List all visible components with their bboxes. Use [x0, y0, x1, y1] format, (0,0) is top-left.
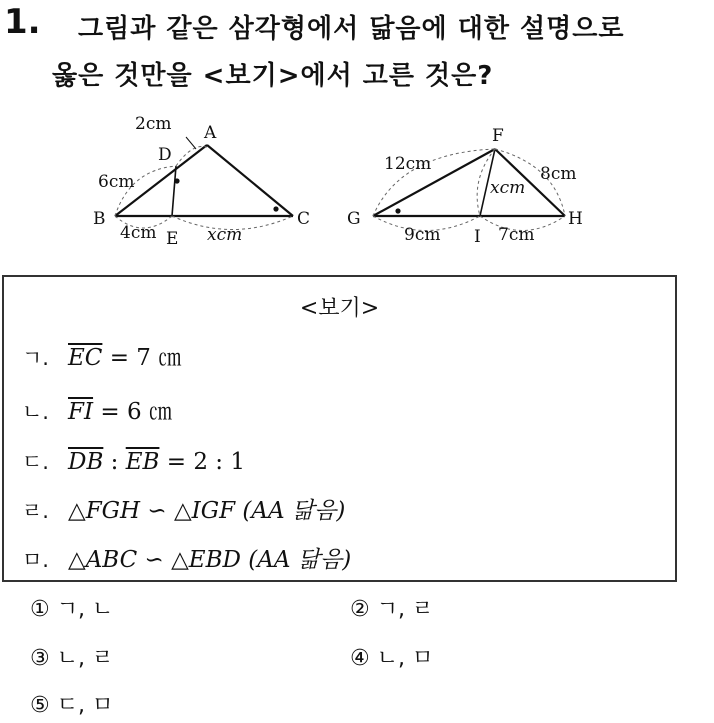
segment-eb: $\overline{EB}$	[125, 449, 160, 475]
measure-ec: xcm	[207, 225, 243, 245]
bogi-title: <보기>	[299, 296, 380, 321]
measure-fg: 12cm	[384, 154, 432, 174]
question-number: 1.	[4, 2, 41, 42]
question-text-line-1: 그림과 같은 삼각형에서 닮음에 대한 설명으로	[78, 14, 625, 44]
segment-db: $\overline{DB}$	[68, 449, 104, 475]
choice-5[interactable]: ⑤ ㄷ, ㅁ	[30, 693, 114, 718]
question-text-line-2: 옳은 것만을 <보기>에서 고른 것은?	[52, 61, 494, 91]
bogi-item-4	[22, 492, 345, 525]
segment-fi: $\overline{FI}$	[68, 399, 94, 425]
item-marker: ㅁ.	[22, 548, 49, 572]
item-text: △ABC ∽ △EBD (AA 닮음)	[68, 547, 352, 573]
measure-ad: 2cm	[135, 114, 172, 134]
left-triangle-figure	[93, 114, 310, 249]
item-text: = 7 ㎝	[109, 345, 182, 371]
choice-4[interactable]: ④ ㄴ, ㅁ	[350, 646, 434, 671]
measure-gi: 9cm	[404, 225, 441, 245]
measure-be: 4cm	[120, 223, 157, 243]
choice-3[interactable]: ③ ㄴ, ㄹ	[30, 646, 114, 671]
measure-fi: xcm	[490, 178, 526, 198]
label-c: C	[297, 209, 311, 229]
ratio-separator: :	[103, 449, 126, 475]
item-marker: ㄹ.	[22, 499, 49, 523]
bogi-item-5	[22, 541, 351, 574]
bogi-item-2	[22, 393, 172, 426]
item-marker: ㄱ.	[22, 346, 49, 370]
label-a: A	[204, 123, 217, 143]
item-marker: ㄷ.	[22, 450, 49, 474]
right-triangle-figure	[347, 126, 583, 247]
label-h: H	[568, 209, 583, 229]
label-e: E	[166, 229, 179, 249]
measure-ih: 7cm	[498, 225, 535, 245]
bogi-item-3	[22, 446, 245, 476]
item-marker: ㄴ.	[22, 400, 49, 424]
label-d: D	[158, 145, 172, 165]
choice-1[interactable]: ① ㄱ, ㄴ	[30, 597, 114, 622]
measure-bd: 6cm	[98, 172, 135, 192]
label-f: F	[492, 126, 504, 146]
bogi-item-1	[22, 339, 181, 372]
label-g: G	[347, 209, 361, 229]
measure-fh: 8cm	[540, 164, 577, 184]
choice-2[interactable]: ② ㄱ, ㄹ	[350, 597, 434, 622]
item-text: △FGH ∽ △IGF (AA 닮음)	[68, 498, 346, 524]
label-i: I	[474, 227, 481, 247]
label-b: B	[93, 209, 106, 229]
segment-ec: $\overline{EC}$	[68, 345, 103, 371]
item-text: = 2 : 1	[166, 449, 245, 475]
item-text: = 6 ㎝	[100, 399, 172, 425]
bogi-box	[2, 275, 677, 582]
triangle-figures	[0, 105, 714, 255]
